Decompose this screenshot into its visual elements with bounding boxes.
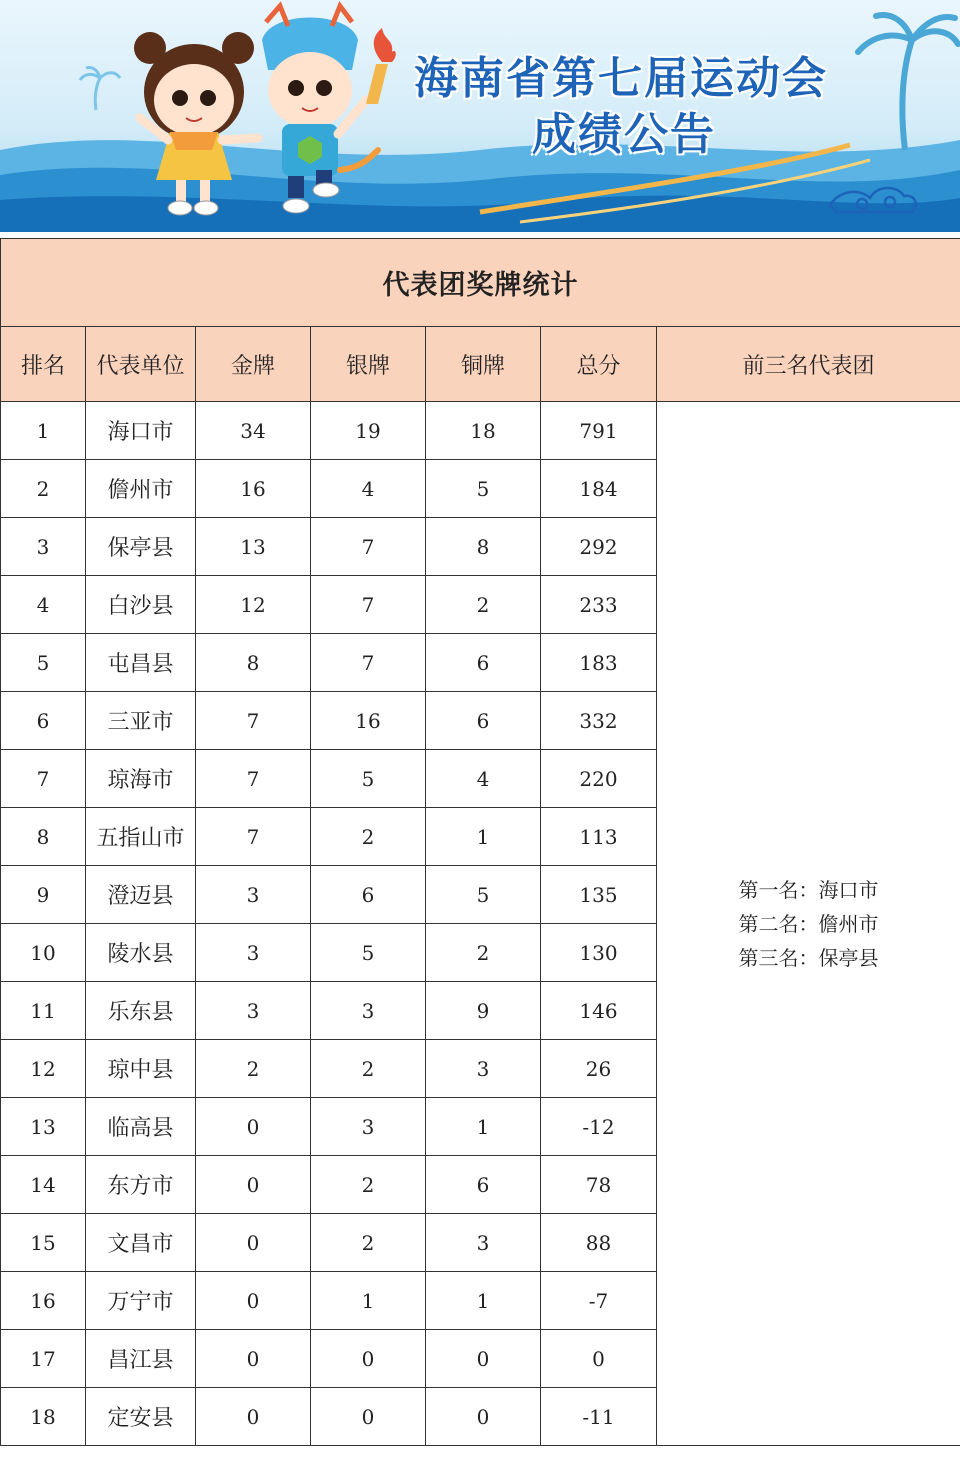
gold-cell: 7 [196, 808, 311, 866]
bronze-cell: 6 [426, 1156, 541, 1214]
rank-cell: 8 [1, 808, 86, 866]
top3-entry: 第三名：保亭县 [738, 945, 879, 970]
rank-cell: 3 [1, 518, 86, 576]
unit-cell: 定安县 [86, 1388, 196, 1446]
palm-tree-icon [80, 67, 120, 110]
rank-cell: 15 [1, 1214, 86, 1272]
rank-cell: 2 [1, 460, 86, 518]
banner-artwork [0, 0, 960, 232]
column-header-top3: 前三名代表团 [657, 327, 960, 402]
rank-cell: 13 [1, 1098, 86, 1156]
total-cell: 292 [541, 518, 657, 576]
bronze-cell: 0 [426, 1388, 541, 1446]
column-header-unit: 代表单位 [86, 327, 196, 402]
unit-cell: 琼中县 [86, 1040, 196, 1098]
table-caption: 代表团奖牌统计 [1, 239, 960, 327]
top3-entry: 第二名：儋州市 [738, 911, 879, 936]
silver-cell: 16 [311, 692, 426, 750]
total-cell: 26 [541, 1040, 657, 1098]
rank-cell: 1 [1, 402, 86, 460]
top3-cell [657, 402, 960, 1446]
gold-cell: 7 [196, 692, 311, 750]
bronze-cell: 2 [426, 924, 541, 982]
gold-cell: 0 [196, 1214, 311, 1272]
banner-title-line1: 海南省第七届运动会 [414, 53, 828, 104]
total-cell: 113 [541, 808, 657, 866]
rank-cell: 4 [1, 576, 86, 634]
total-cell: 184 [541, 460, 657, 518]
unit-cell: 陵水县 [86, 924, 196, 982]
total-cell: -12 [541, 1098, 657, 1156]
rank-cell: 17 [1, 1330, 86, 1388]
total-cell: 220 [541, 750, 657, 808]
unit-cell: 澄迈县 [86, 866, 196, 924]
banner-title-line2: 成绩公告 [532, 109, 716, 160]
bronze-cell: 0 [426, 1330, 541, 1388]
bronze-cell: 6 [426, 692, 541, 750]
bronze-cell: 5 [426, 460, 541, 518]
gold-cell: 8 [196, 634, 311, 692]
silver-cell: 7 [311, 634, 426, 692]
total-cell: -7 [541, 1272, 657, 1330]
column-header-bronze: 铜牌 [426, 327, 541, 402]
total-cell: 332 [541, 692, 657, 750]
bronze-cell: 9 [426, 982, 541, 1040]
table-header-row [1, 327, 960, 402]
unit-cell: 琼海市 [86, 750, 196, 808]
rank-cell: 5 [1, 634, 86, 692]
column-header-rank: 排名 [1, 327, 86, 402]
rank-cell: 11 [1, 982, 86, 1040]
silver-cell: 0 [311, 1388, 426, 1446]
total-cell: 130 [541, 924, 657, 982]
table-row [1, 402, 960, 460]
total-cell: 135 [541, 866, 657, 924]
unit-cell: 乐东县 [86, 982, 196, 1040]
top3-entry: 第一名：海口市 [738, 877, 879, 902]
gold-cell: 0 [196, 1272, 311, 1330]
total-cell: 88 [541, 1214, 657, 1272]
bronze-cell: 1 [426, 808, 541, 866]
unit-cell: 白沙县 [86, 576, 196, 634]
bronze-cell: 8 [426, 518, 541, 576]
gold-cell: 16 [196, 460, 311, 518]
silver-cell: 4 [311, 460, 426, 518]
header-banner [0, 0, 960, 232]
column-header-total: 总分 [541, 327, 657, 402]
silver-cell: 2 [311, 1040, 426, 1098]
silver-cell: 1 [311, 1272, 426, 1330]
unit-cell: 文昌市 [86, 1214, 196, 1272]
gold-cell: 2 [196, 1040, 311, 1098]
medal-table [0, 238, 960, 1446]
silver-cell: 19 [311, 402, 426, 460]
rank-cell: 7 [1, 750, 86, 808]
silver-cell: 3 [311, 1098, 426, 1156]
unit-cell: 海口市 [86, 402, 196, 460]
bronze-cell: 3 [426, 1214, 541, 1272]
total-cell: -11 [541, 1388, 657, 1446]
gold-cell: 3 [196, 866, 311, 924]
unit-cell: 三亚市 [86, 692, 196, 750]
unit-cell: 五指山市 [86, 808, 196, 866]
unit-cell: 昌江县 [86, 1330, 196, 1388]
bronze-cell: 18 [426, 402, 541, 460]
unit-cell: 保亭县 [86, 518, 196, 576]
rank-cell: 14 [1, 1156, 86, 1214]
total-cell: 0 [541, 1330, 657, 1388]
column-header-gold: 金牌 [196, 327, 311, 402]
rank-cell: 16 [1, 1272, 86, 1330]
gold-cell: 34 [196, 402, 311, 460]
silver-cell: 2 [311, 1214, 426, 1272]
silver-cell: 2 [311, 1156, 426, 1214]
rank-cell: 10 [1, 924, 86, 982]
total-cell: 146 [541, 982, 657, 1040]
gold-cell: 0 [196, 1388, 311, 1446]
column-header-silver: 银牌 [311, 327, 426, 402]
silver-cell: 5 [311, 924, 426, 982]
rank-cell: 6 [1, 692, 86, 750]
silver-cell: 2 [311, 808, 426, 866]
silver-cell: 6 [311, 866, 426, 924]
silver-cell: 3 [311, 982, 426, 1040]
total-cell: 78 [541, 1156, 657, 1214]
palm-tree-icon [858, 15, 958, 150]
unit-cell: 屯昌县 [86, 634, 196, 692]
bronze-cell: 6 [426, 634, 541, 692]
silver-cell: 7 [311, 576, 426, 634]
rank-cell: 18 [1, 1388, 86, 1446]
bronze-cell: 1 [426, 1272, 541, 1330]
rank-cell: 12 [1, 1040, 86, 1098]
unit-cell: 万宁市 [86, 1272, 196, 1330]
gold-cell: 0 [196, 1156, 311, 1214]
total-cell: 791 [541, 402, 657, 460]
bronze-cell: 1 [426, 1098, 541, 1156]
silver-cell: 7 [311, 518, 426, 576]
bronze-cell: 2 [426, 576, 541, 634]
total-cell: 233 [541, 576, 657, 634]
table-body [1, 402, 960, 1446]
unit-cell: 东方市 [86, 1156, 196, 1214]
gold-cell: 3 [196, 924, 311, 982]
silver-cell: 5 [311, 750, 426, 808]
gold-cell: 12 [196, 576, 311, 634]
gold-cell: 3 [196, 982, 311, 1040]
bronze-cell: 3 [426, 1040, 541, 1098]
bronze-cell: 5 [426, 866, 541, 924]
medal-table-container [0, 238, 960, 1460]
bronze-cell: 4 [426, 750, 541, 808]
gold-cell: 0 [196, 1098, 311, 1156]
total-cell: 183 [541, 634, 657, 692]
unit-cell: 临高县 [86, 1098, 196, 1156]
silver-cell: 0 [311, 1330, 426, 1388]
gold-cell: 7 [196, 750, 311, 808]
gold-cell: 0 [196, 1330, 311, 1388]
unit-cell: 儋州市 [86, 460, 196, 518]
rank-cell: 9 [1, 866, 86, 924]
gold-cell: 13 [196, 518, 311, 576]
